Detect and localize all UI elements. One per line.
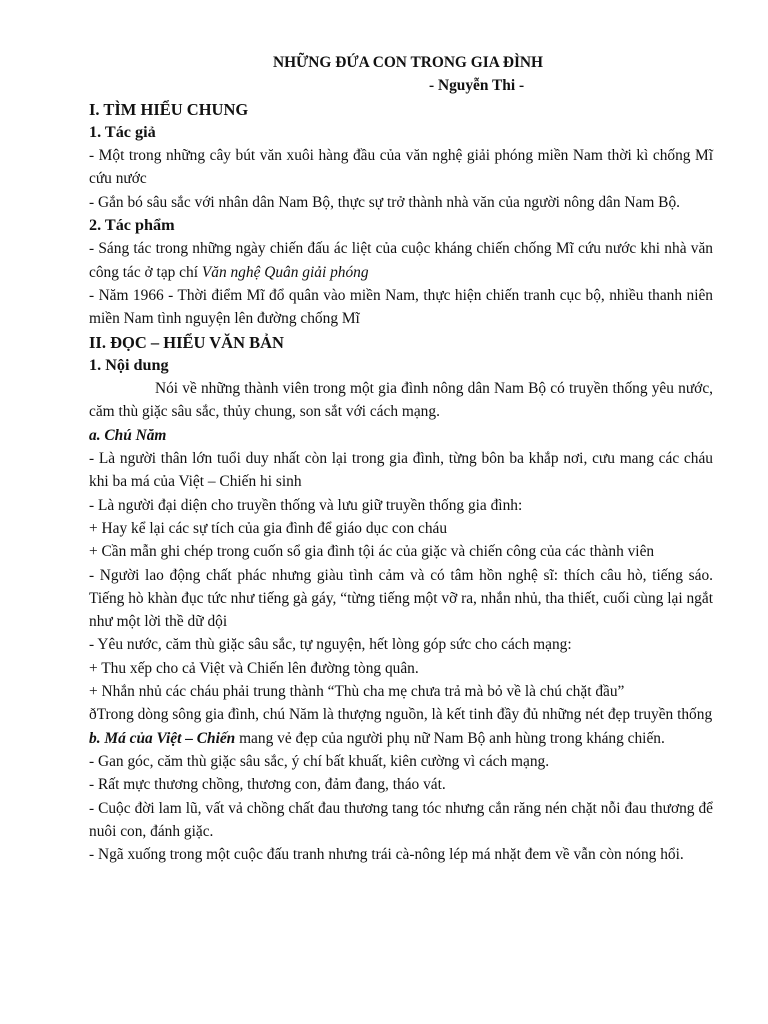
subsection-heading-content: 1. Nội dung [89,355,169,374]
paragraph: - Là người thân lớn tuổi duy nhất còn lại trong gia đình, từng bôn ba khắp nơi, cưu mang các cháu khi ba má của Việt – Chiến hi sinh [89,450,713,491]
subsection-heading-work: 2. Tác phẩm [89,216,175,235]
magazine-name: Văn nghệ Quân giải phóng [201,263,369,281]
paragraph: + Hay kể lại các sự tích của gia đình để giáo dục con cháu [89,519,448,537]
paragraph-text: mang vẻ đẹp của người phụ nữ Nam Bộ anh hùng trong kháng chiến. [235,729,665,747]
paragraph [89,727,713,750]
paragraph: Nói về những thành viên trong một gia đình nông dân Nam Bộ có truyền thống yêu nước, căm thù giặc sâu sắc, thủy chung, son sắt với cách mạng. [89,380,713,421]
paragraph-text: - Sáng tác trong những ngày chiến đấu ác liệt của cuộc kháng chiến chống Mĩ cứu nước khi nhà văn công tác ở tạp chí [89,240,713,281]
paragraph: + Cần mẫn ghi chép trong cuốn sổ gia đình tội ác của giặc và chiến công của các thành viên [89,543,655,561]
paragraph: - Một trong những cây bút văn xuôi hàng đầu của văn nghệ giải phóng miền Nam thời kì chống Mĩ cứu nước [89,147,713,188]
paragraph: + Nhắn nhủ các cháu phải trung thành “Thù cha mẹ chưa trả mà bỏ về là chú chặt đầu” [89,683,625,701]
paragraph: - Gan góc, căm thù giặc sâu sắc, ý chí bất khuất, kiên cường vì cách mạng. [89,752,550,770]
document-body [89,51,713,866]
paragraph: - Người lao động chất phác nhưng giàu tình cảm và có tâm hồn nghệ sĩ: thích câu hò, tiếng sáo. Tiếng hò khàn đục tức như tiếng gà gáy, “từng tiếng một vỡ ra, nhắn nhủ, tha thiết, cuối cùng lại ngắt như một lời thề dữ dội [89,566,713,631]
section-heading-2: II. ĐỌC – HIỂU VĂN BẢN [89,332,284,352]
section-heading-1: I. TÌM HIỂU CHUNG [89,99,249,119]
paragraph: - Gắn bó sâu sắc với nhân dân Nam Bộ, thực sự trở thành nhà văn của người nông dân Nam Bộ. [89,193,680,211]
paragraph [89,237,713,284]
subsection-heading-author: 1. Tác giả [89,122,156,141]
document-author: - Nguyễn Thi - [429,77,525,95]
document-title: NHỮNG ĐỨA CON TRONG GIA ĐÌNH [272,54,544,71]
paragraph: - Yêu nước, căm thù giặc sâu sắc, tự nguyện, hết lòng góp sức cho cách mạng: [89,636,572,654]
paragraph: - Năm 1966 - Thời điểm Mĩ đổ quân vào miền Nam, thực hiện chiến tranh cục bộ, nhiều thanh niên miền Nam tình nguyện lên đường chống Mĩ [89,286,713,328]
paragraph: - Rất mực thương chồng, thương con, đảm đang, tháo vát. [89,776,446,794]
paragraph: - Là người đại diện cho truyền thống và lưu giữ truyền thống gia đình: [89,496,523,514]
paragraph: - Ngã xuống trong một cuộc đấu tranh nhưng trái cà-nông lép má nhặt đem về vẫn còn nóng hổi. [89,846,684,864]
character-heading-chu-nam: a. Chú Năm [89,426,167,444]
paragraph: - Cuộc đời lam lũ, vất vả chồng chất đau thương tang tóc nhưng cắn răng nén chặt nỗi đau thương để nuôi con, đánh giặc. [89,799,713,840]
paragraph: ðTrong dòng sông gia đình, chú Năm là thượng nguồn, là kết tinh đầy đủ những nét đẹp truyền thống [89,706,713,724]
character-heading-ma: b. Má của Việt – Chiến [89,729,236,747]
paragraph: + Thu xếp cho cả Việt và Chiến lên đường tòng quân. [89,659,419,677]
